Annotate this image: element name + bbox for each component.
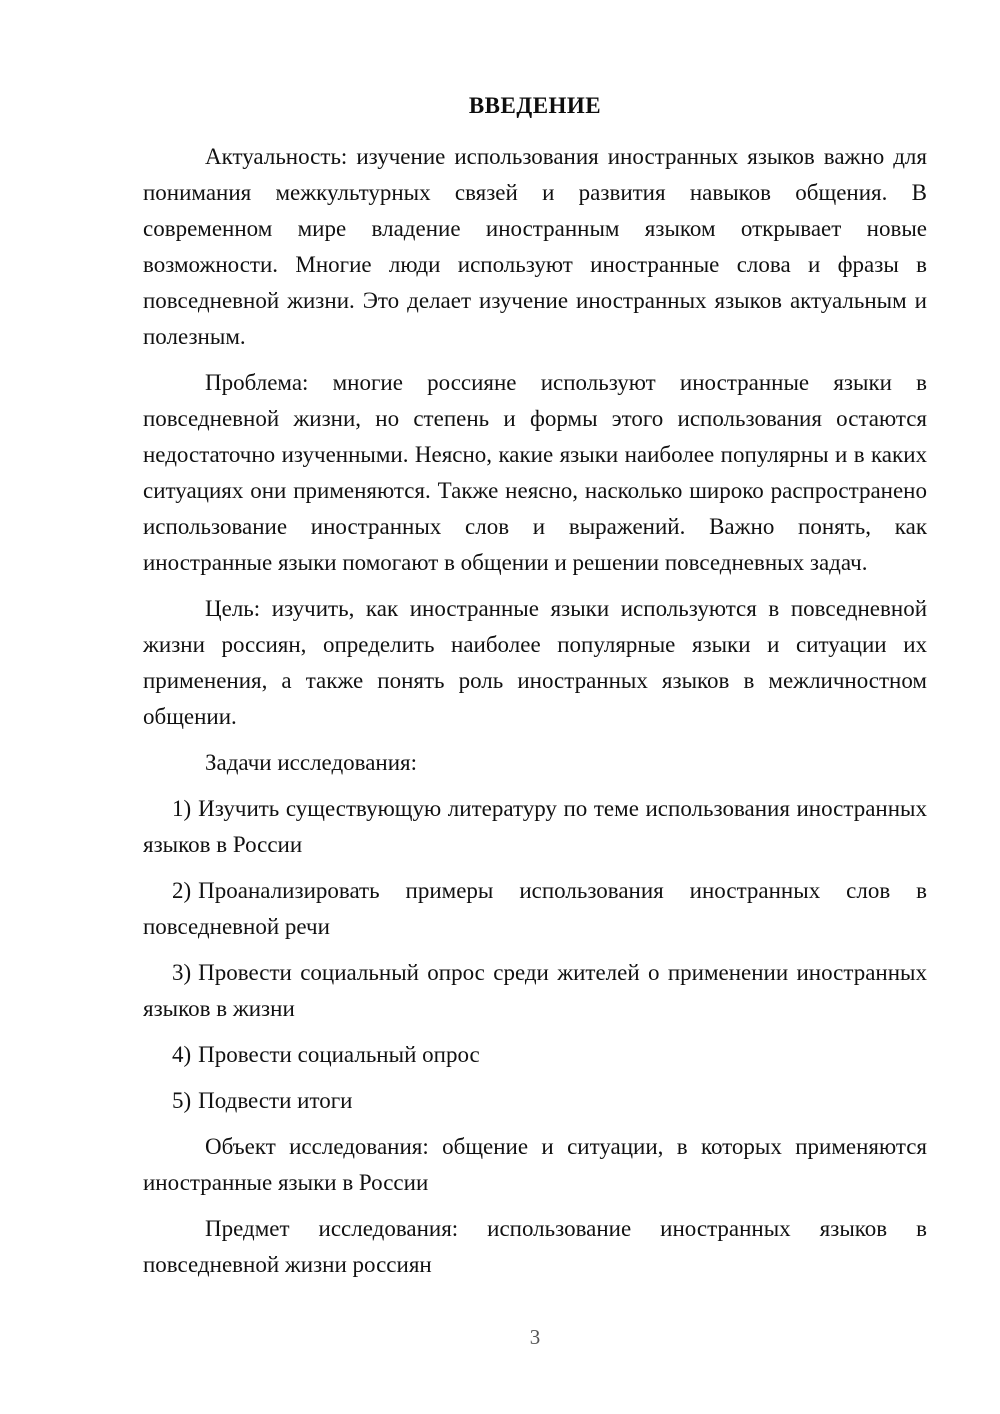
- document-content: [143, 88, 927, 1293]
- task-number: 3): [172, 960, 192, 985]
- task-number: 4): [172, 1042, 192, 1067]
- page-number: 3: [529, 1325, 541, 1349]
- paragraph-problem: Проблема: многие россияне используют иностранные языки в повседневной жизни, но степень и формы этого использования остаются недостаточно изученными. Неясно, какие языки наиболее популярны и в каких ситуациях они применяются. Также неясно, насколько широко распространено использование иностранных слов и выражений. Важно понять, как иностранные языки помогают в общении и решении повседневных задач.: [143, 370, 927, 575]
- task-text: Проанализировать примеры использования иностранных слов в повседневной речи: [143, 878, 927, 939]
- task-number: 5): [172, 1088, 192, 1113]
- task-text: Провести социальный опрос среди жителей о применении иностранных языков в жизни: [143, 960, 927, 1021]
- task-number: 1): [172, 796, 192, 821]
- task-item-1: [143, 791, 927, 863]
- paragraph-relevance: Актуальность: изучение использования иностранных языков важно для понимания межкультурных связей и развития навыков общения. В современном мире владение иностранным языком открывает новые возможности. Многие люди используют иностранные слова и фразы в повседневной жизни. Это делает изучение иностранных языков актуальным и полезным.: [143, 144, 927, 349]
- page-title: ВВЕДЕНИЕ: [468, 93, 602, 118]
- task-text: Провести социальный опрос: [198, 1042, 480, 1067]
- task-number: 2): [172, 878, 192, 903]
- task-item-3: [143, 955, 927, 1027]
- task-item-4: [143, 1037, 927, 1073]
- paragraph-object: Объект исследования: общение и ситуации, в которых применяются иностранные языки в России: [143, 1134, 927, 1195]
- task-item-5: [143, 1083, 927, 1119]
- task-item-2: [143, 873, 927, 945]
- paragraph-subject: Предмет исследования: использование иностранных языков в повседневной жизни россиян: [143, 1216, 927, 1277]
- task-text: Подвести итоги: [198, 1088, 353, 1113]
- tasks-heading: Задачи исследования:: [205, 750, 418, 775]
- task-text: Изучить существующую литературу по теме использования иностранных языков в России: [143, 796, 927, 857]
- paragraph-goal: Цель: изучить, как иностранные языки используются в повседневной жизни россиян, определить наиболее популярные языки и ситуации их применения, а также понять роль иностранных языков в межличностном общении.: [143, 596, 927, 729]
